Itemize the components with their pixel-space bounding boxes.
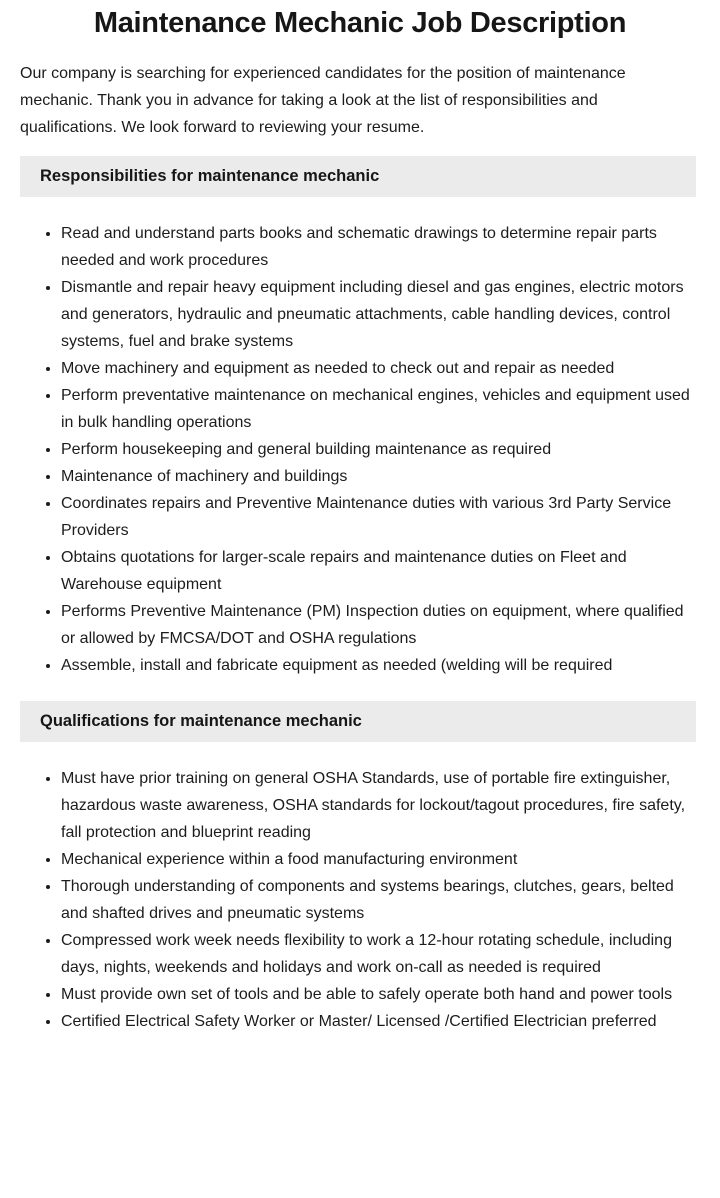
section-header-qualifications: Qualifications for maintenance mechanic: [20, 701, 696, 742]
job-description-document: [0, 6, 720, 1035]
list-item: • Certified Electrical Safety Worker or Master/ Licensed /Certified Electrician preferred: [61, 1008, 696, 1035]
list-item: • Mechanical experience within a food manufacturing environment: [61, 846, 696, 873]
qualifications-section: [0, 701, 720, 1035]
intro-paragraph: Our company is searching for experienced candidates for the position of maintenance mechanic. Thank you in advance for taking a look at the list of responsibilities and qualifications. We look forward to reviewing your resume.: [20, 65, 626, 136]
responsibilities-list: [20, 220, 696, 679]
list-item: • Maintenance of machinery and buildings: [61, 463, 696, 490]
page-title: Maintenance Mechanic Job Description: [93, 7, 627, 39]
list-item: • Read and understand parts books and schematic drawings to determine repair parts needed and work procedures: [61, 220, 696, 274]
list-item: • Perform housekeeping and general building maintenance as required: [61, 436, 696, 463]
list-item: • Thorough understanding of components and systems bearings, clutches, gears, belted and shafted drives and pneumatic systems: [61, 873, 696, 927]
list-item: • Performs Preventive Maintenance (PM) Inspection duties on equipment, where qualified or allowed by FMCSA/DOT and OSHA regulations: [61, 598, 696, 652]
list-item: • Move machinery and equipment as needed to check out and repair as needed: [61, 355, 696, 382]
list-item: • Dismantle and repair heavy equipment including diesel and gas engines, electric motors and generators, hydraulic and pneumatic attachments, cable handling devices, control systems, fuel and brake systems: [61, 274, 696, 355]
list-item: • Compressed work week needs flexibility to work a 12-hour rotating schedule, including days, nights, weekends and holidays and work on-call as needed is required: [61, 927, 696, 981]
section-header-responsibilities: Responsibilities for maintenance mechanic: [20, 156, 696, 197]
list-item: • Obtains quotations for larger-scale repairs and maintenance duties on Fleet and Warehouse equipment: [61, 544, 696, 598]
list-item: • Coordinates repairs and Preventive Maintenance duties with various 3rd Party Service Providers: [61, 490, 696, 544]
responsibilities-section: [0, 156, 720, 679]
list-item: • Must have prior training on general OSHA Standards, use of portable fire extinguisher, hazardous waste awareness, OSHA standards for lockout/tagout procedures, fire safety, fall protection and blueprint reading: [61, 765, 696, 846]
list-item: • Assemble, install and fabricate equipment as needed (welding will be required: [61, 652, 696, 679]
list-item: • Must provide own set of tools and be able to safely operate both hand and power tools: [61, 981, 696, 1008]
list-item: • Perform preventative maintenance on mechanical engines, vehicles and equipment used in bulk handling operations: [61, 382, 696, 436]
qualifications-list: [20, 765, 696, 1035]
